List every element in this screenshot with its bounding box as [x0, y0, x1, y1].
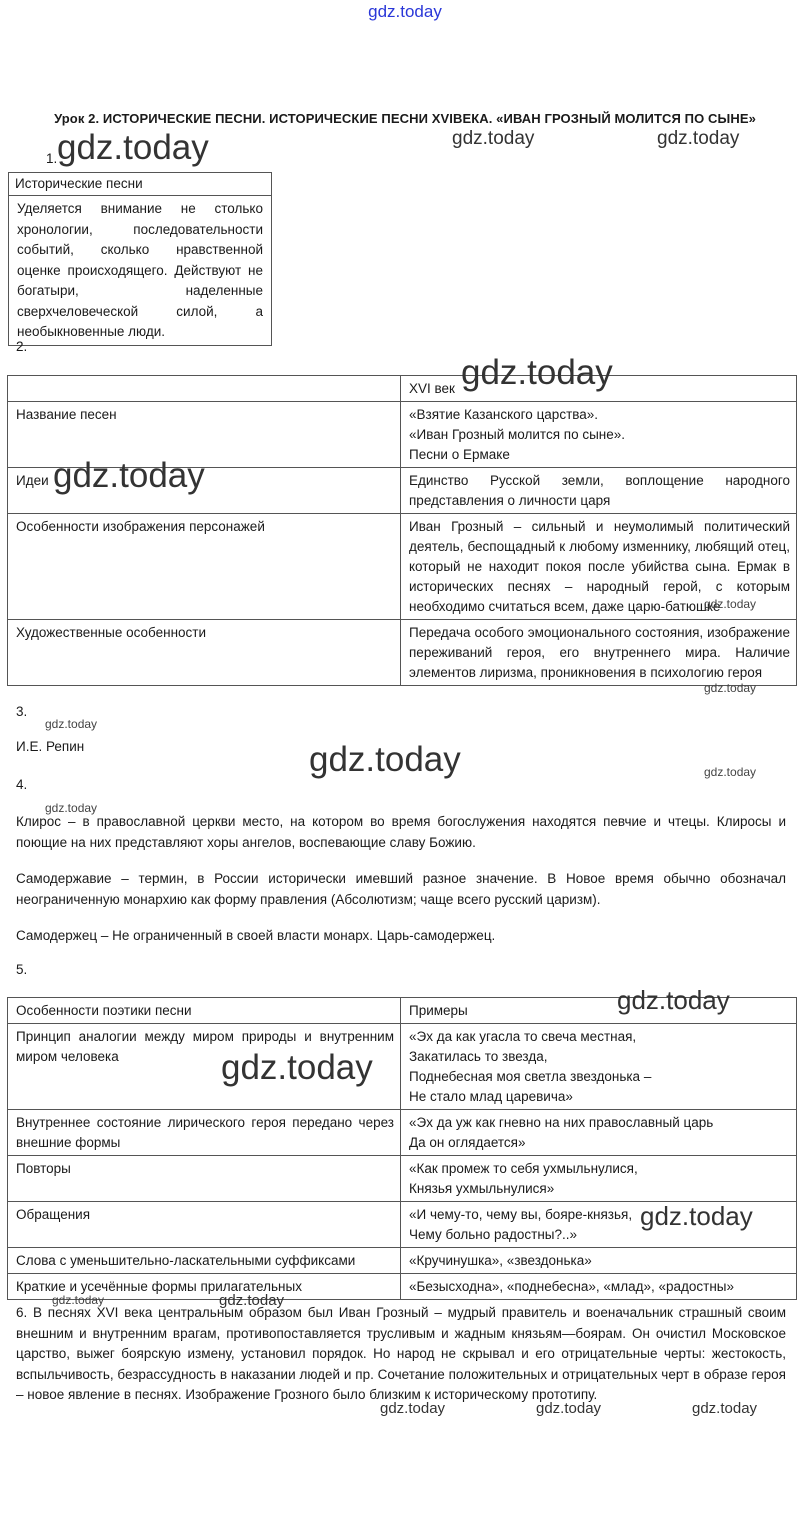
- table-row: [8, 514, 797, 620]
- watermark: gdz.today: [45, 801, 98, 815]
- value-line: «Эх да как угасла то свеча местная,: [409, 1029, 637, 1044]
- value-line: «И чему-то, чему вы, бояре-князья,: [409, 1207, 633, 1222]
- task4-number: 4.: [16, 777, 28, 792]
- task1-text: Уделяется внимание не столько хронологии, последовательности событий, сколько нравственной оценке происходящего. Действуют не богатыри, наделенные сверхчеловеческой силой, а необыкновенные люди.: [17, 201, 263, 339]
- watermark: gdz.today: [52, 1293, 105, 1307]
- table-row: [8, 1024, 797, 1110]
- task5-table: [7, 997, 797, 1300]
- task6-paragraph: 6. В песнях XVI века центральным образом был Иван Грозный – мудрый правитель и военачальник страшный своим внешним и внутренним врагам, противопоставляется трусливым и жадным князьям—боярам. Он очистил Московское царство, выжег боярскую измену, установил порядок. Но народ не скрывал и его отрицательные черты: жестокость, вспыльчивость, безрассудность в наказании людей и пр. Сочетание положительных и отрицательных черт в образе героя – новое явление в песнях. Изображение Грозного было близким к историческому прототипу.: [16, 1305, 786, 1402]
- task4-paragraph: Самодержавие – термин, в России исторически имевший разное значение. В Новое время обычно обозначал неограниченную монархию как форму правления (Абсолютизм; чаще всего русский царизм).: [16, 871, 786, 907]
- row-value: [401, 402, 797, 468]
- watermark: gdz.today: [536, 1400, 602, 1417]
- row-value: [401, 1110, 797, 1156]
- table-header-row: [8, 376, 797, 402]
- lesson-title: Урок 2. ИСТОРИЧЕСКИЕ ПЕСНИ. ИСТОРИЧЕСКИЕ ПЕСНИ XVIВЕКА. «ИВАН ГРОЗНЫЙ МОЛИТСЯ ПО СЫНЕ»: [54, 111, 756, 126]
- value-line: Князья ухмыльнулися»: [409, 1181, 555, 1196]
- task2-number: 2.: [16, 339, 28, 354]
- table-header-cell: Особенности поэтики песни: [8, 998, 401, 1024]
- table-row: [8, 620, 797, 686]
- row-label: Принцип аналогии между миром природы и внутренним миром человека: [8, 1024, 401, 1110]
- row-label: Особенности изображения персонажей: [8, 514, 401, 620]
- row-label: Краткие и усечённые формы прилагательных: [8, 1274, 401, 1300]
- watermark: gdz.today: [461, 353, 613, 392]
- watermark: gdz.today: [452, 128, 535, 149]
- value-line: Поднебесная моя светла звездонька –: [409, 1069, 652, 1084]
- task3-answer: И.Е. Репин: [16, 739, 85, 754]
- value-line: «Иван Грозный молится по сыне».: [409, 427, 625, 442]
- row-value: [401, 1024, 797, 1110]
- table-header-cell: XVI век: [401, 376, 797, 402]
- table-row: [8, 1110, 797, 1156]
- watermark: gdz.today: [640, 1201, 753, 1231]
- watermark: gdz.today: [704, 597, 757, 611]
- watermark: gdz.today: [45, 717, 98, 731]
- value-line: «Взятие Казанского царства».: [409, 407, 599, 422]
- watermark: gdz.today: [617, 985, 730, 1015]
- table-row: [8, 1156, 797, 1202]
- row-label: Повторы: [8, 1156, 401, 1202]
- row-label: Название песен: [8, 402, 401, 468]
- table-header-cell: Примеры: [401, 998, 797, 1024]
- value-line: «Как промеж то себя ухмыльнулися,: [409, 1161, 638, 1176]
- row-label: Внутреннее состояние лирического героя передано через внешние формы: [8, 1110, 401, 1156]
- task1-number: 1.: [46, 151, 58, 166]
- row-label: Слова с уменьшительно-ласкательными суффиксами: [8, 1248, 401, 1274]
- row-value: Единство Русской земли, воплощение народного представления о личности царя: [401, 468, 797, 514]
- watermark: gdz.today: [380, 1400, 446, 1417]
- value-line: Не стало млад царевича»: [409, 1089, 573, 1104]
- task1-header: Исторические песни: [9, 173, 271, 196]
- watermark: gdz.today: [704, 681, 757, 695]
- row-label: Идеи: [8, 468, 401, 514]
- table-header-cell: [8, 376, 401, 402]
- site-header-logo[interactable]: gdz.today: [368, 2, 442, 21]
- value-line: Закатилась то звезда,: [409, 1049, 548, 1064]
- task2-table: [7, 375, 797, 686]
- watermark: gdz.today: [219, 1292, 285, 1309]
- watermark: gdz.today: [57, 128, 209, 167]
- watermark: gdz.today: [657, 128, 740, 149]
- watermark: gdz.today: [704, 765, 757, 779]
- watermark: gdz.today: [309, 740, 461, 779]
- table-row: [8, 1274, 797, 1300]
- value-line: Чему больно радостны?..»: [409, 1227, 578, 1242]
- watermark: gdz.today: [221, 1048, 373, 1087]
- task5-number: 5.: [16, 962, 28, 977]
- task3-number: 3.: [16, 704, 28, 719]
- value-line: Песни о Ермаке: [409, 447, 510, 462]
- value-line: Да он оглядается»: [409, 1135, 526, 1150]
- row-label: Художественные особенности: [8, 620, 401, 686]
- row-value: «Безысходна», «поднебесна», «млад», «радостны»: [401, 1274, 797, 1300]
- row-value: Передача особого эмоционального состояния, изображение переживаний героя, его внутреннего мира. Наличие элементов лиризма, проникновения в психологию героя: [401, 620, 797, 686]
- task4-paragraph: Клирос – в православной церкви место, на котором во время богослужения находятся певчие и чтецы. Клиросы и поющие на них представляют хоры ангелов, воспевающие славу Божию.: [16, 814, 786, 850]
- row-value: Иван Грозный – сильный и неумолимый политический деятель, беспощадный к любому изменнику, любящий отец, который не находит покоя после убийства сына. Ермак в исторических песнях – народный герой, с которым необходимо считаться всем, даже царю-батюшке: [401, 514, 797, 620]
- watermark: gdz.today: [53, 456, 205, 495]
- task4-paragraph: Самодержец – Не ограниченный в своей власти монарх. Царь-самодержец.: [16, 928, 496, 943]
- row-label: Обращения: [8, 1202, 401, 1248]
- value-line: «Эх да уж как гневно на них православный царь: [409, 1115, 714, 1130]
- task1-box: [8, 172, 272, 346]
- watermark: gdz.today: [692, 1400, 758, 1417]
- row-value: [401, 1156, 797, 1202]
- table-row: [8, 1248, 797, 1274]
- row-value: «Кручинушка», «звездонька»: [401, 1248, 797, 1274]
